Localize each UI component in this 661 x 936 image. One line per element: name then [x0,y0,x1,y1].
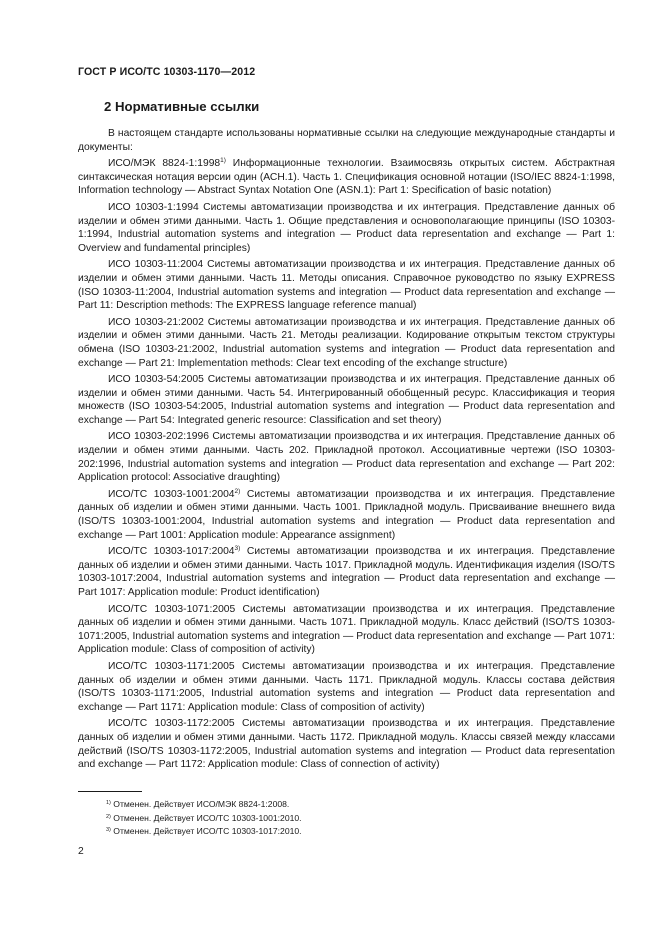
reference-text: Системы автоматизации производства и их интеграция. Представление данных об изделии и обмен этими данными. Часть 1017. Прикладной модуль. Идентификация изделия (ISO/TS 10303-1017:2004, Industrial automation systems and integration — Product data representation and exchange — Part 1017: Application module: Product identification) [78,546,615,598]
reference-entry [78,373,615,427]
footnote-item [106,825,302,839]
reference-code: ИСО 10303-21:2002 [108,316,204,328]
reference-text: Системы автоматизации производства и их интеграция. Представление данных об изделии и обмен этими данными. Часть 54. Интегрированный обобщенный ресурс. Классификация и теория множеств (ISO 10303-54:2005, Industrial automation systems and integration — Product data representation and exchange — Part 54: Integrated generic resource: Classification and set theory) [78,374,615,426]
reference-text: Системы автоматизации производства и их интеграция. Представление данных об изделии и обмен этими данными. Часть 1. Общие представления и основополагающие принципы (ISO 10303-1:1994, Industrial automation systems and integration — Product data representation and exchange — Part 1: Overview and fundamental principles) [78,201,615,254]
reference-entry [78,316,615,370]
reference-text: Информационные технологии. Взаимосвязь открытых систем. Абстрактная синтаксическая нотация версии один (АСН.1). Часть 1. Спецификация основной нотации (ISO/IEC 8824-1:1998, Information technology — Abstract Syntax Notation One (ASN.1): Part 1: Specification of basic notation) [78,158,615,197]
footnote-marker: 3) [234,545,241,553]
reference-text: Системы автоматизации производства и их интеграция. Представление данных об изделии и обмен этими данными. Часть 1001. Прикладной модуль. Присваивание внешнего вида (ISO/TS 10303-1001:2004, Industrial automation systems and integration — Product data representation and exchange — Part 1001: Application module: Appearance assignment) [78,488,615,541]
footnotes [106,798,302,839]
footnote-mark: 1) [106,800,111,806]
reference-entry [78,545,615,599]
document-header: ГОСТ Р ИСО/ТС 10303-1170—2012 [78,66,256,78]
footnote-text: Отменен. Действует ИСО/ТС 10303-1001:2010. [110,812,302,823]
references-body [78,127,615,775]
reference-text: Системы автоматизации производства и их интеграция. Представление данных об изделии и обмен этими данными. Часть 21. Методы реализации. Кодирование открытым текстом структуры обмена (ISO 10303-21:2002, Industrial automation systems and integration — Product data representation and exchange — Part 21: Implementation methods: Clear text encoding of the exchange structure) [78,316,615,369]
reference-entry [78,430,615,484]
footnote-marker: 2) [234,487,241,495]
reference-code: ИСО 10303-202:1996 [108,431,209,443]
reference-text: Системы автоматизации производства и их интеграция. Представление данных об изделии и обмен этими данными. Часть 1171. Прикладной модуль. Классы состава действия (ISO/TS 10303-1171:2005, Industrial automation systems and integration — Product data representation and exchange — Part 1171: Application module: Class of composition of activity) [78,660,615,713]
intro-paragraph: В настоящем стандарте использованы нормативные ссылки на следующие международные стандарты и документы: [78,128,615,153]
reference-text: Системы автоматизации производства и их интеграция. Представление данных об изделии и обмен этими данными. Часть 1071. Прикладной модуль. Класс действий (ISO/TS 10303-1071:2005, Industrial automation systems and integration — Product data representation and exchange — Part 1071: Application module: Class of composition of activity) [78,603,615,656]
section-title: 2 Нормативные ссылки [104,99,260,114]
footnote-marker: 1) [220,157,226,165]
reference-text: Системы автоматизации производства и их интеграция. Представление данных об изделии и обмен этими данными. Часть 1172. Прикладной модуль. Классы связей между классами действий (ISO/TS 10303-1172:2005, Industrial automation systems and integration — Product data representation and exchange — Part 1172: Application module: Class of connection of activity) [78,718,615,771]
reference-code: ИСО/ТС 10303-1071:2005 [108,603,236,615]
reference-code: ИСО 10303-11:2004 [108,259,204,271]
reference-code: ИСО/ТС 10303-1001:2004 [108,488,235,500]
footnote-mark: 2) [106,813,111,820]
reference-code: ИСО 10303-1:1994 [108,201,199,213]
footnote-divider [78,791,142,792]
reference-code: ИСО/ТС 10303-1172:2005 [108,718,235,730]
reference-entry [78,201,615,255]
reference-text: Системы автоматизации производства и их интеграция. Представление данных об изделии и обмен этими данными. Часть 202. Прикладной протокол. Ассоциативные чертежи (ISO 10303-202:1996, Industrial automation systems and integration — Product data representation and exchange — Part 202: Application protocol: Associative draughting) [78,431,615,484]
footnote-text: Отменен. Действует ИСО/МЭК 8824-1:2008. [110,799,290,809]
reference-entry [78,157,615,198]
reference-entry [78,660,615,714]
reference-code: ИСО/МЭК 8824-1:1998 [108,158,221,170]
footnote-item [106,812,302,826]
reference-entry [78,488,615,542]
footnote-item [106,798,302,812]
reference-entry [78,258,615,312]
footnote-text: Отменен. Действует ИСО/ТС 10303-1017:2010. [110,826,302,836]
page-number: 2 [78,846,84,857]
reference-code: ИСО/ТС 10303-1171:2005 [108,660,235,672]
reference-entry [78,603,615,657]
reference-code: ИСО/ТС 10303-1017:2004 [108,546,235,558]
reference-text: Системы автоматизации производства и их интеграция. Представление данных об изделии и обмен этими данными. Часть 11. Методы описания. Справочное руководство по языку EXPRESS (ISO 10303-11:2004, Industrial automation systems and integration — Product data representation and exchange — Part 11: Description methods: The EXPRESS language reference manual) [78,259,615,312]
footnote-mark: 3) [106,827,111,833]
reference-code: ИСО 10303-54:2005 [108,374,204,386]
reference-entry [78,717,615,771]
